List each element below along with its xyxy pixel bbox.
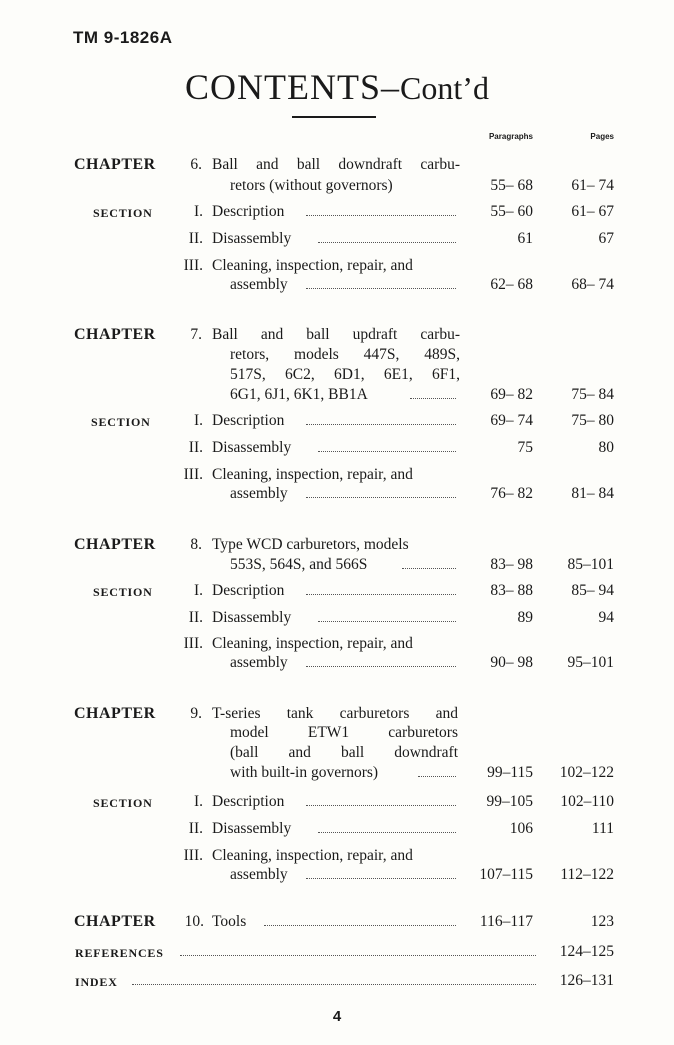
section-label: SECTION — [93, 206, 153, 220]
chapter-pages: 123 — [590, 913, 614, 930]
document-id: TM 9-1826A — [73, 28, 173, 47]
dot-leader — [318, 829, 456, 833]
section-title: Cleaning, inspection, repair, and — [212, 847, 413, 864]
section-paragraphs: 61 — [517, 230, 533, 247]
chapter-paragraphs: 69– 82 — [490, 386, 533, 403]
chapter-title-cont: 6G1, 6J1, 6K1, BB1A — [230, 386, 368, 403]
chapter-title-cont: with built-in governors) — [230, 764, 379, 781]
section-number: I. — [193, 203, 203, 220]
section-title: Disassembly — [212, 439, 292, 456]
dot-leader — [402, 565, 456, 569]
section-title: Description — [212, 582, 285, 599]
dot-leader — [306, 802, 456, 806]
section-number: I. — [193, 793, 203, 810]
chapter-title-cont: 517S, 6C2, 6D1, 6E1, 6F1, — [230, 366, 460, 383]
dot-leader — [410, 395, 456, 399]
section-paragraphs: 89 — [517, 609, 533, 626]
section-number: II. — [188, 439, 203, 456]
section-paragraphs: 62– 68 — [490, 276, 533, 293]
dot-leader — [418, 773, 456, 777]
section-title-cont: assembly — [230, 276, 288, 293]
chapter-number: 10. — [184, 913, 204, 930]
chapter-label: CHAPTER — [74, 913, 156, 930]
section-pages: 75– 80 — [571, 412, 614, 429]
chapter-paragraphs: 55– 68 — [490, 177, 533, 194]
pages-column-header: Pages — [590, 132, 614, 141]
chapter-number: 9. — [190, 705, 202, 722]
section-pages: 102–110 — [560, 793, 614, 810]
chapter-title: Ball and ball downdraft carbu- — [212, 156, 460, 173]
section-pages: 80 — [598, 439, 614, 456]
chapter-title: Ball and ball updraft carbu- — [212, 326, 460, 343]
page-number: 4 — [332, 1008, 342, 1025]
chapter-label: CHAPTER — [74, 536, 156, 553]
section-paragraphs: 76– 82 — [490, 485, 533, 502]
chapter-title-cont: 553S, 564S, and 566S — [230, 556, 368, 573]
section-title: Disassembly — [212, 230, 292, 247]
dot-leader — [318, 239, 456, 243]
section-number: I. — [193, 582, 203, 599]
title-main: CONTENTS — [185, 67, 382, 107]
chapter-pages: 102–122 — [559, 764, 614, 781]
section-pages: 111 — [591, 820, 614, 837]
index-pages: 126–131 — [559, 972, 614, 989]
references-label: REFERENCES — [75, 946, 164, 960]
section-title-cont: assembly — [230, 485, 288, 502]
chapter-title-cont: (ball and ball downdraft — [230, 744, 458, 761]
chapter-paragraphs: 83– 98 — [490, 556, 533, 573]
section-label: SECTION — [93, 585, 153, 599]
dot-leader — [306, 494, 456, 498]
chapter-label: CHAPTER — [74, 705, 156, 722]
section-paragraphs: 106 — [509, 820, 533, 837]
chapter-label: CHAPTER — [74, 156, 156, 173]
section-number: II. — [188, 609, 203, 626]
dot-leader — [132, 981, 536, 985]
section-pages: 68– 74 — [571, 276, 614, 293]
chapter-paragraphs: 99–115 — [487, 764, 533, 781]
chapter-title: Type WCD carburetors, models — [212, 536, 409, 553]
dot-leader — [306, 663, 456, 667]
section-number: III. — [183, 257, 203, 274]
section-title: Description — [212, 203, 285, 220]
section-label: SECTION — [93, 796, 153, 810]
section-paragraphs: 107–115 — [479, 866, 533, 883]
section-title-cont: assembly — [230, 866, 288, 883]
chapter-title-cont: model ETW1 carburetors — [230, 724, 458, 741]
section-title: Cleaning, inspection, repair, and — [212, 466, 413, 483]
section-paragraphs: 99–105 — [486, 793, 533, 810]
section-pages: 112–122 — [560, 866, 614, 883]
section-number: I. — [193, 412, 203, 429]
section-title: Cleaning, inspection, repair, and — [212, 257, 413, 274]
title-cont: Cont’d — [400, 70, 489, 106]
chapter-title: Tools — [212, 913, 247, 930]
section-title: Cleaning, inspection, repair, and — [212, 635, 413, 652]
dot-leader — [264, 922, 456, 926]
section-title: Description — [212, 412, 285, 429]
section-paragraphs: 55– 60 — [490, 203, 533, 220]
dot-leader — [306, 591, 456, 595]
dot-leader — [306, 875, 456, 879]
chapter-title-cont: retors, models 447S, 489S, — [230, 346, 460, 363]
chapter-title: T-series tank carburetors and — [212, 705, 458, 722]
section-number: III. — [183, 635, 203, 652]
chapter-paragraphs: 116–117 — [479, 913, 533, 930]
references-pages: 124–125 — [559, 943, 614, 960]
section-label: SECTION — [91, 415, 151, 429]
section-pages: 94 — [598, 609, 614, 626]
section-number: II. — [188, 820, 203, 837]
chapter-title-cont: retors (without governors) — [230, 177, 393, 194]
chapter-pages: 75– 84 — [571, 386, 614, 403]
index-label: INDEX — [75, 975, 118, 989]
chapter-number: 6. — [190, 156, 202, 173]
title-rule — [292, 116, 376, 118]
section-number: III. — [183, 466, 203, 483]
section-number: III. — [183, 847, 203, 864]
section-title-cont: assembly — [230, 654, 288, 671]
section-paragraphs: 90– 98 — [490, 654, 533, 671]
page-title — [0, 66, 674, 108]
section-paragraphs: 75 — [517, 439, 533, 456]
dot-leader — [306, 421, 456, 425]
chapter-pages: 61– 74 — [571, 177, 614, 194]
section-pages: 81– 84 — [571, 485, 614, 502]
chapter-label: CHAPTER — [74, 326, 156, 343]
section-paragraphs: 83– 88 — [490, 582, 533, 599]
section-title: Disassembly — [212, 609, 292, 626]
chapter-number: 7. — [190, 326, 202, 343]
chapter-pages: 85–101 — [567, 556, 614, 573]
chapter-number: 8. — [190, 536, 202, 553]
section-pages: 67 — [598, 230, 614, 247]
paragraphs-column-header: Paragraphs — [488, 132, 533, 141]
title-dash: – — [381, 67, 401, 107]
section-pages: 85– 94 — [571, 582, 614, 599]
dot-leader — [180, 952, 536, 956]
dot-leader — [306, 285, 456, 289]
section-title: Disassembly — [212, 820, 292, 837]
section-pages: 95–101 — [567, 654, 614, 671]
section-number: II. — [188, 230, 203, 247]
section-pages: 61– 67 — [571, 203, 614, 220]
section-title: Description — [212, 793, 285, 810]
dot-leader — [318, 448, 456, 452]
dot-leader — [318, 618, 456, 622]
dot-leader — [306, 212, 456, 216]
section-paragraphs: 69– 74 — [490, 412, 533, 429]
